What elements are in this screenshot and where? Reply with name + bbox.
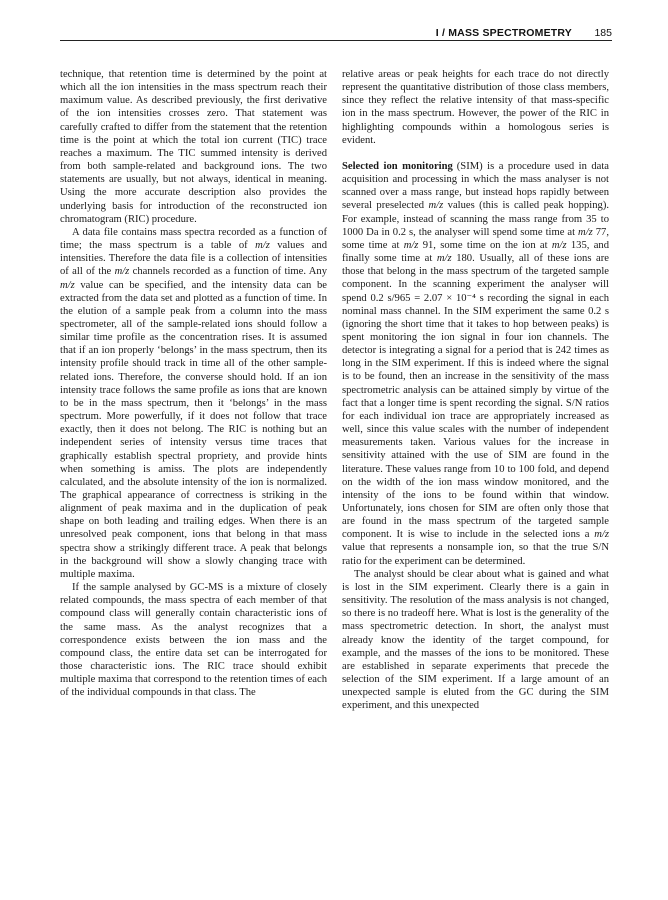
right-column (342, 68, 609, 713)
section-heading: Selected ion monitoring (342, 160, 453, 172)
paragraph: The analyst should be clear about what is gained and what is lost in the SIM experiment. Clearly there is a gain in sensitivity. The resolution of the mass analysis is not changed, so there is no tradeoff here. What is lost is the generality of the mass spectrometric detection. In short, the analyst must already know the identity of the target compound, for example, and the masses of the ions to be monitored. These are established in separate experiments that precede the selection of the SIM experiment. If a large amount of an unexpected sample is eluted from the GC during the SIM experiment, and this unexpected (342, 568, 609, 712)
left-column (60, 68, 327, 700)
paragraph: technique, that retention time is determined by the point at which all the ion intensities in the mass spectrum reach their maximum value. As described previously, the first derivative of the ion intensities crosses zero. That statement was carefully crafted to differ from the statement that the retention time is the point at which the total ion current (TIC) trace reaches a maximum. The TIC summed intensity is derived from both sample-related and background ions. The two statements are usually, but not always, identical in meaning. Using the more accurate description also provides the underlying basis for introduction of the reconstructed ion chromatogram (RIC) procedure. (60, 69, 327, 225)
paragraph: relative areas or peak heights for each trace do not directly represent the quantitative distribution of those class members, since they reflect the relative intensity of that mass-specific ion in the mass spectrum. However, the power of the RIC in highlighting compounds within a homologous series is evident. (342, 69, 609, 146)
paragraph: If the sample analysed by GC-MS is a mixture of closely related compounds, the mass spectra of each member of that compound class will generally contain characteristic ions of the same mass. As the analyst recognizes that a correspondence exists between the ion mass and the compound class, the entire data set can be interrogated for those characteristic ions. The RIC trace should exhibit multiple maxima that correspond to the retention times of each of the individual compounds in that class. The (60, 582, 327, 699)
section-paragraph (342, 160, 609, 568)
paragraph-body: (SIM) is a procedure used in data acquisition and processing in which the mass analyser is not scanned over a mass range, but instead hops rapidly between several preselected m/z values (this is called peak hopping). For example, instead of scanning the mass range from 35 to 1000 Da in 0.2 s, the analyser will spend some time at m/z 77, some time at m/z 91, some time on the ion at m/z 135, and finally some time at m/z 180. Usually, all of these ions are those that belong in the mass spectrum of the targeted sample component. In the scanning experiment the analyser will spend 0.2 s/965 = 2.07 × 10⁻⁴ s recording the signal in each nominal mass channel. In the SIM experiment the same 0.2 s (ignoring the short time that it takes to hop between peaks) is spent monitoring the ion signal in four ion channels. The detector is integrating a signal for a period that is 242 times as long in the SIM experiment. If this is indeed where the signal is to be found, then an increase in the sensitivity of the mass spectrometric analysis can be attained simply by virtue of the fact that a longer time is spent recording the signal. S/N ratios for each individual ion trace are appropriately increased as well, since this value scales with the number of independent measurements taken. Various values for the increase in sensitivity attained with the use of SIM are found in the literature. These values range from 10 to 100 fold, and depend on the width of the ion mass window monitored, and the intensity of the ions to be found within that window. Unfortunately, ions chosen for SIM are often only those that are found in the mass spectrum of the targeted sample component. It is wise to include in the selected ions a m/z value that represents a nonsample ion, so that the true S/N ratio for the experiment can be determined. (342, 160, 610, 567)
paragraph: A data file contains mass spectra recorded as a function of time; the mass spectrum is a table of m/z values and intensities. Therefore the data file is a collection of intensities of all of the m/z channels recorded as a function of time. Any m/z value can be specified, and the intensity data can be extracted from the data set and plotted as a function of time. In the elution of a sample peak from a column into the mass spectrometer, all of the sample-related ions should follow a similar time profile as the concentration rises. It is assumed that if an ion properly ‘belongs’ in the mass spectrum, then its intensity profile should track in time all of the other sample-related ions. Therefore, the converse should hold. If an ion intensity trace follows the same profile as ions that are known to be in the mass spectrum, then it ‘belongs’ in the mass spectrum. More powerfully, if it does not follow that trace exactly, then it does not belong. The RIC is nothing but an independent series of intensity versus time traces that graphically establish spectral propriety, and provide hints when something is amiss. The plots are independently calculated, and the absolute intensity of the ion is normalized. The graphical appearance of correctness is striking in the alignment of peak maxima and in the duplication of peak shape on both leading and trailing edges. When there is an unresolved peak component, ions that belong in that mass spectra show a strikingly different trace. A peak that belongs in the background will show a slowly changing trace with multiple maxima. (60, 226, 327, 580)
page-number: 185 (594, 27, 612, 39)
running-head: I / MASS SPECTROMETRY (435, 27, 572, 39)
page-header (60, 26, 612, 41)
